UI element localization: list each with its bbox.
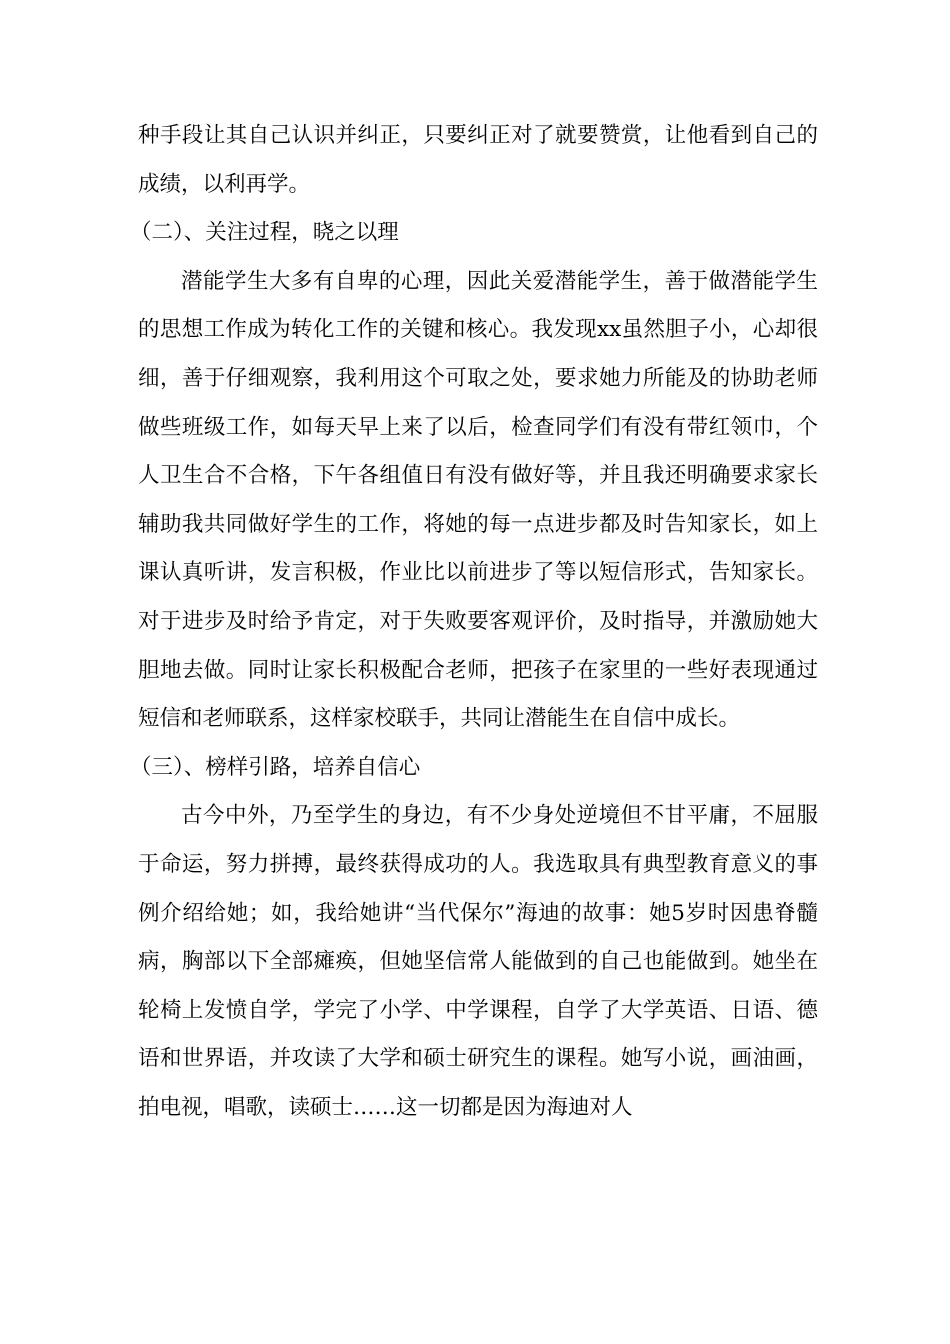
section-heading-3: （三）、榜样引路，培养自信心 bbox=[130, 754, 421, 780]
paragraph-section-3: 古今中外，乃至学生的身边，有不少身处逆境但不甘平庸，不屈服于命运，努力拼搏，最终获得成功的人。我选取具有典型教育意义的事例介绍给她；如，我给她讲“当代保尔”海迪的故事：她5岁时因患脊髓病，胸部以下全部瘫痪，但她坚信常人能做到的自己也能做到。她坐在轮椅上发愤自学，学完了小学、中学课程，自学了大学英语、日语、德语和世界语，并攻读了大学和硕士研究生的课程。她写小说，画油画，拍电视，唱歌，读硕士……这一切都是因为海迪对人 bbox=[138, 803, 818, 1120]
document-body bbox=[130, 112, 818, 1132]
paragraph-section-2: 潜能学生大多有自卑的心理，因此关爱潜能学生，善于做潜能学生的思想工作成为转化工作的关键和核心。我发现xx虽然胆子小，心却很细，善于仔细观察，我利用这个可取之处，要求她力所能及的协助老师做些班级工作，如每天早上来了以后，检查同学们有没有带红领巾，个人卫生合不合格，下午各组值日有没有做好等，并且我还明确要求家长辅助我共同做好学生的工作，将她的每一点进步都及时告知家长，如上课认真听讲，发言积极，作业比以前进步了等以短信形式，告知家长。对于进步及时给予肯定，对于失败要客观评价，及时指导，并激励她大胆地去做。同时让家长积极配合老师，把孩子在家里的一些好表现通过短信和老师联系，这样家校联手，共同让潜能生在自信中成长。 bbox=[138, 268, 818, 732]
paragraph-continuation: 种手段让其自己认识并纠正，只要纠正对了就要赞赏，让他看到自己的成绩，以利再学。 bbox=[138, 123, 818, 197]
section-heading-2: （二）、关注过程，晓之以理 bbox=[130, 220, 399, 246]
